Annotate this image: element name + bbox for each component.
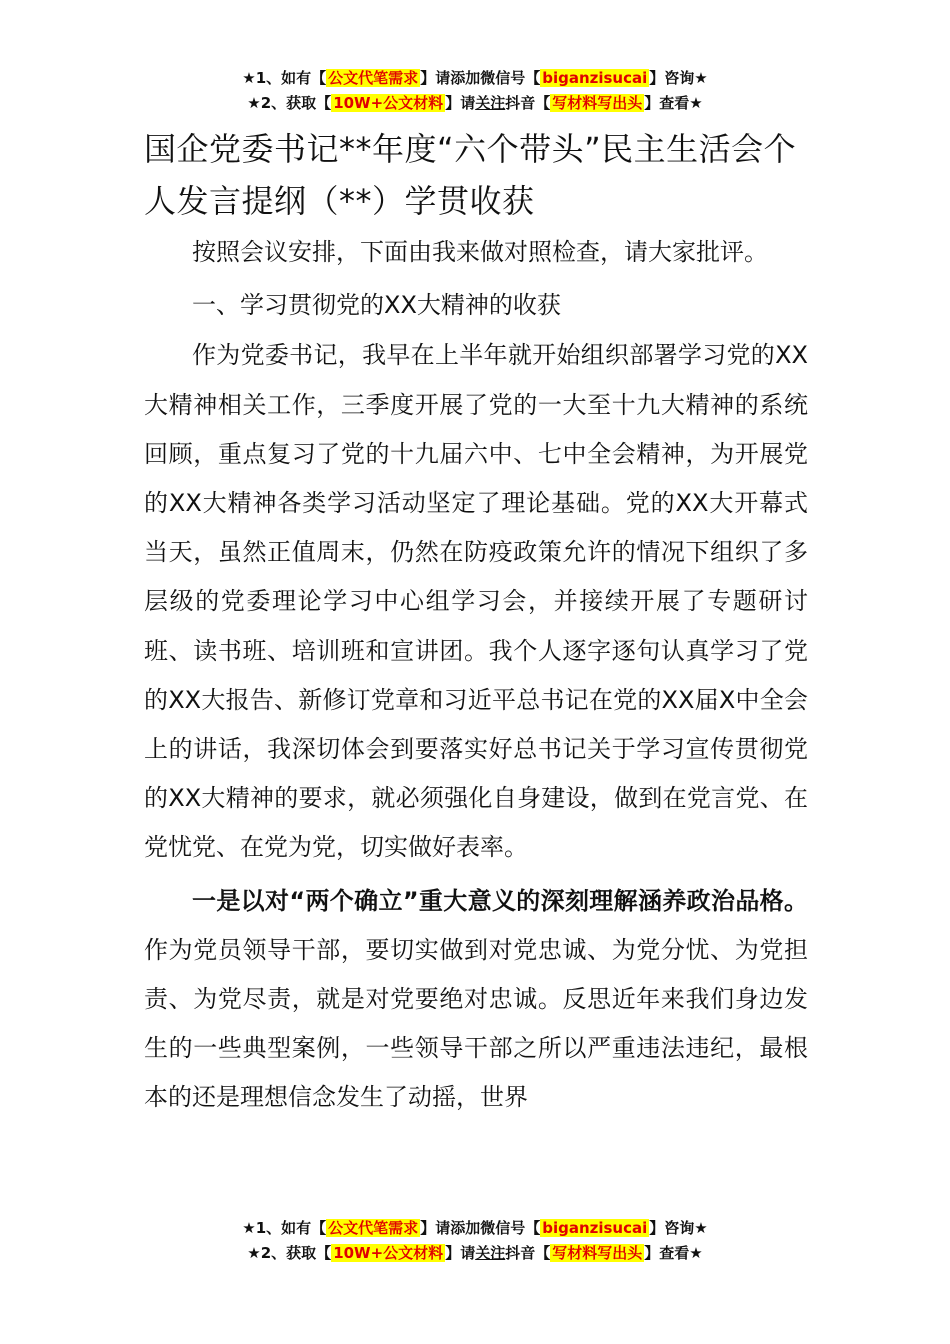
banner-highlight-wechat: biganzisucai bbox=[542, 1219, 648, 1237]
document-title: 国企党委书记**年度“六个带头”民主生活会个人发言提纲（**）学贯收获 bbox=[144, 130, 797, 220]
banner-text: 】咨询★ bbox=[649, 1219, 708, 1237]
banner-text: 】请 bbox=[445, 94, 476, 112]
banner-underlined: 关注 bbox=[475, 94, 506, 112]
banner-highlight: 公文代笔需求 bbox=[328, 69, 419, 87]
banner-text: ★2、获取【 bbox=[247, 1244, 332, 1262]
banner-highlight-wechat: biganzisucai bbox=[542, 69, 648, 87]
banner-text: 】查看★ bbox=[644, 1244, 703, 1262]
body-paragraph: 作为党委书记，我早在上半年就开始组织部署学习党的XX大精神相关工作，三季度开展了党的一大至十九大精神的系统回顾，重点复习了党的十九届六中、七中全会精神，为开展党的XX大精神各类学习活动坚定了理论基础。党的XX大开幕式当天，虽然正值周末，仍然在防疫政策允许的情况下组织了多层级的党委理论学习中心组学习会，并接续开展了专题研讨班、读书班、培训班和宣讲团。我个人逐字逐句认真学习了党的XX大报告、新修订党章和习近平总书记在党的XX届X中全会上的讲话，我深切体会到要落实好总书记关于学习宣传贯彻党的XX大精神的要求，就必须强化自身建设，做到在党言党、在党忧党、在党为党，切实做好表率。 bbox=[144, 341, 808, 862]
banner-line-1 bbox=[0, 1216, 950, 1241]
banner-highlight: 10W+公文材料 bbox=[333, 94, 444, 112]
banner-line-2 bbox=[0, 1241, 950, 1266]
banner-highlight-douyin: 写材料写出头 bbox=[552, 1244, 643, 1262]
banner-text: 】请添加微信号【 bbox=[420, 1219, 541, 1237]
banner-highlight: 10W+公文材料 bbox=[333, 1244, 444, 1262]
banner-text: 抖音【 bbox=[505, 94, 551, 112]
body-paragraph bbox=[144, 877, 808, 1123]
document-body bbox=[144, 123, 808, 1123]
banner-text: ★2、获取【 bbox=[247, 94, 332, 112]
banner-highlight-douyin: 写材料写出头 bbox=[552, 94, 643, 112]
banner-line-1 bbox=[0, 66, 950, 91]
intro-paragraph: 按照会议安排，下面由我来做对照检查，请大家批评。 bbox=[192, 238, 768, 266]
banner-text: 】查看★ bbox=[644, 94, 703, 112]
footer-banner bbox=[0, 1216, 950, 1266]
banner-text: 】咨询★ bbox=[649, 69, 708, 87]
banner-text: 抖音【 bbox=[505, 1244, 551, 1262]
banner-text: 】请添加微信号【 bbox=[420, 69, 541, 87]
banner-text: 】请 bbox=[445, 1244, 476, 1262]
paragraph-text: 作为党员领导干部，要切实做到对党忠诚、为党分忧、为党担责、为党尽责，就是对党要绝对忠诚。反思近年来我们身边发生的一些典型案例，一些领导干部之所以严重违法违纪，最根本的还是理想信念发生了动摇，世界 bbox=[144, 935, 808, 1112]
banner-underlined: 关注 bbox=[475, 1244, 506, 1262]
banner-line-2 bbox=[0, 91, 950, 116]
section-heading: 一、学习贯彻党的XX大精神的收获 bbox=[192, 291, 561, 320]
banner-text: ★1、如有【 bbox=[242, 69, 327, 87]
header-banner bbox=[0, 66, 950, 116]
banner-text: ★1、如有【 bbox=[242, 1219, 327, 1237]
paragraph-lead-bold: 一是以对“两个确立”重大意义的深刻理解涵养政治品格。 bbox=[192, 886, 808, 915]
banner-highlight: 公文代笔需求 bbox=[328, 1219, 419, 1237]
